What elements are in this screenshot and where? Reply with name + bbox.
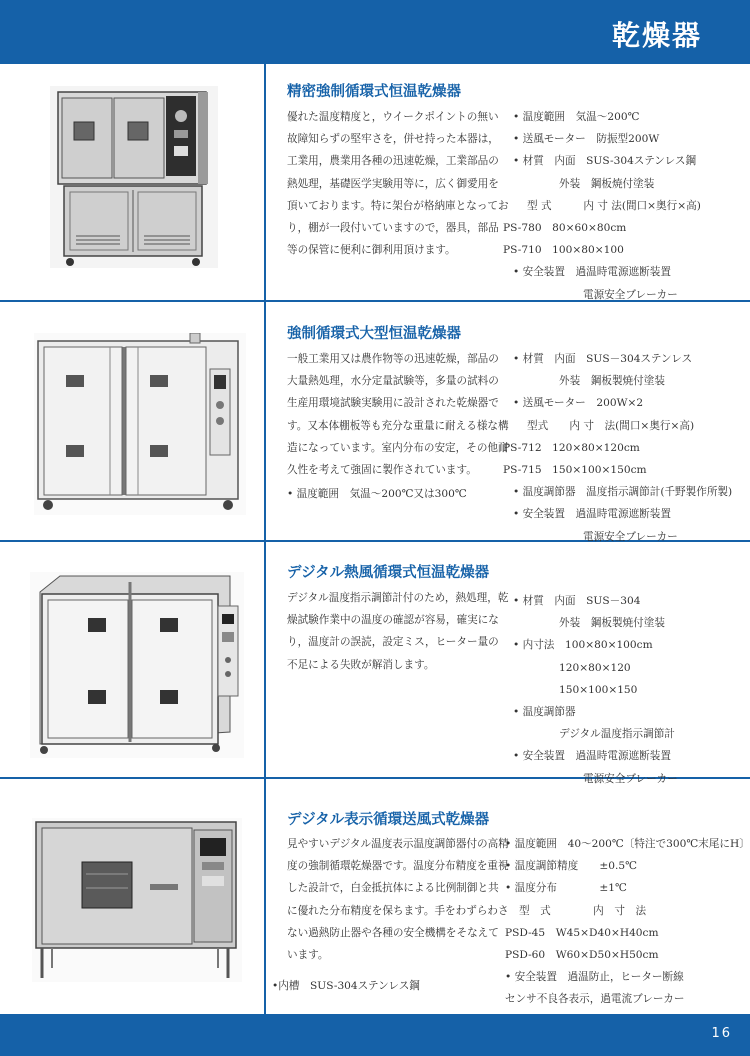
spec-item: • 温度範囲 気温～200℃ [513,111,640,123]
section-title: デジタル熱風循環式恒温乾燥器 [287,565,490,581]
spec-item: センサ不良各表示，過電流ブレーカー [505,993,685,1006]
precision-dryer-photo [50,86,218,268]
section-title: 強制循環式大型恒温乾燥器 [287,326,461,342]
digital-display-dryer-photo [32,818,242,982]
spec-item: 電源安全ブレーカー [583,772,678,785]
spec-list [503,348,745,548]
spec-item: PSD-60 W60×D50×H50cm [505,949,659,962]
spec-item: 外装 鋼板製焼付塗装 [559,375,665,388]
spec-item: 150×100×150 [559,683,638,696]
spec-item: • 温度調節器 [513,706,576,719]
spec-item: • 安全装置 過温時電源遮断装置 [513,266,671,279]
spec-item: PS-715 150×100×150cm [503,464,647,477]
vertical-divider [264,64,266,1014]
spec-item: • 温度調節器 温度指示調節計(千野製作所製) [513,486,733,499]
spec-item: • 温度調節精度 ±0.5℃ [505,860,637,873]
spec-item: • 温度範囲 40～200℃〔特注で300℃末尾にH〕 [505,838,750,850]
spec-item: PS-712 120×80×120cm [503,441,640,454]
spec-item: • 送風モーター 防振型200W [513,133,660,146]
spec-item: PS-710 100×80×100 [503,244,624,257]
footer-band [0,1014,750,1056]
section-description: 一般工業用又は農作物等の迅速乾燥，部品の大量熱処理，水分定量試験等，多量の試料の生産用環境試験実験用に設計された乾燥器です。又本体棚板等も充分な重量に耐える様な構造になっています。室内分布の安定，その他耐久性を考えて強固に製作されています。 [287,353,509,477]
spec-item: 電源安全ブレーカー [583,288,678,301]
spec-item: • 安全装置 過温時電源遮断装置 [513,508,671,521]
section-note: •内槽 SUS-304ステンレス鋼 [272,980,420,992]
spec-item: 型 式 内 寸 法 [519,904,647,917]
spec-item: • 材質 内面 SUS-304ステンレス鋼 [513,155,697,168]
section-description: デジタル温度指示調節計付のため，熱処理，乾燥試験作業中の温度の確認が容易，確実になり，温度計の誤読，設定ミス，ヒーター量の不足による失敗が解消します。 [287,592,509,671]
large-dryer-photo [34,333,246,515]
page-title: 乾燥器 [611,19,702,52]
spec-item: • 安全装置 過温時電源遮断装置 [513,750,671,763]
spec-list [505,833,750,1011]
spec-item: 外装 鋼板製焼付塗装 [559,617,665,630]
spec-item: PSD-45 W45×D40×H40cm [505,926,659,939]
spec-item: • 送風モーター 200W×2 [513,397,644,410]
spec-list [513,590,745,790]
spec-item: • 内寸法 100×80×100cm [513,639,653,652]
spec-item: 型 式 内 寸 法(間口×奥行×高) [527,199,701,212]
spec-item: 120×80×120 [559,661,631,674]
spec-item: 外装 鋼板焼付塗装 [559,177,655,190]
spec-item: • 材質 内面 SUS－304ステンレス [513,353,693,365]
spec-item: PS-780 80×60×80cm [503,222,627,235]
spec-item: 型式 内 寸 法(間口×奥行×高) [527,419,695,432]
section-description: 優れた温度精度と，ウイークポイントの無い故障知らずの堅牢さを，併せ持った本器は，工業用，農業用各種の迅速乾燥，工業部品の熱処理，基礎医学実験用等に，広く御愛用を頂いております。特に架台が格納庫となっており，棚が一段付いていますので，器具，部品等の保管に便利に御利用頂けます。 [287,111,509,257]
spec-item: • 温度分布 ±1℃ [505,882,627,895]
section-title: デジタル表示循環送風式乾燥器 [287,812,490,828]
spec-item: • 材質 内面 SUS－304 [513,595,641,607]
spec-item: デジタル温度指示調節計 [559,728,675,741]
section-description: 見やすいデジタル温度表示温度調節器付の高精度の強制循環乾燥器です。温度分布精度を重視した設計で，白金抵抗体による比例制御と共に優れた分布精度を保ちます。手をわずらわさない過熱防止器や各種の安全機構をそなえています。 [287,838,509,962]
spec-list [503,106,745,306]
section-title: 精密強制循環式恒温乾燥器 [287,84,461,100]
header-band [0,0,750,64]
section-note: • 温度範囲 気温～200℃又は300℃ [287,488,467,500]
page-number: 16 [711,1026,732,1041]
spec-item: 電源安全ブレーカー [583,530,678,543]
spec-item: • 安全装置 過温防止，ヒーター断線 [505,971,684,984]
digital-hot-air-dryer-photo [30,572,244,758]
